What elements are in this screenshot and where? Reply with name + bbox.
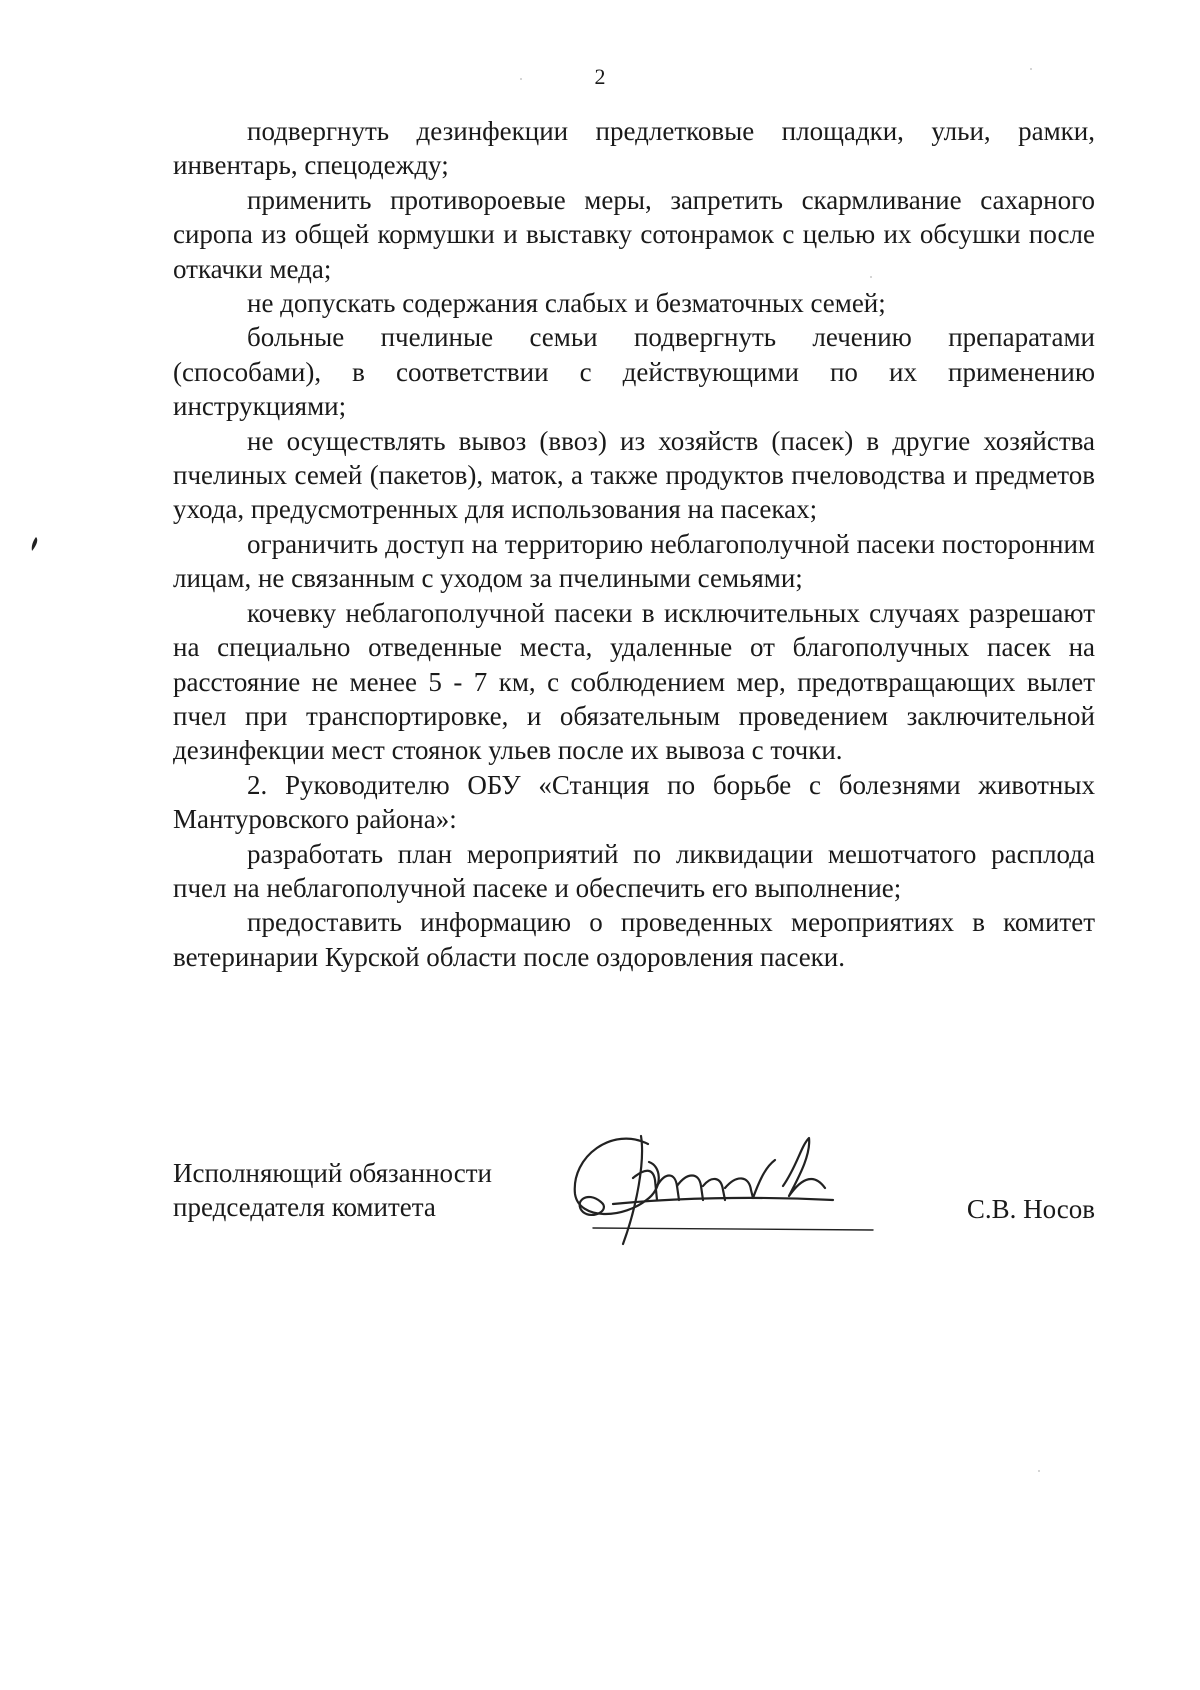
scan-speck bbox=[520, 78, 522, 80]
document-body bbox=[173, 114, 1095, 974]
handwritten-signature bbox=[553, 1116, 893, 1246]
signer-title-line: Исполняющий обязанности bbox=[173, 1158, 492, 1188]
paragraph: не допускать содержания слабых и безматочных семей; bbox=[247, 288, 886, 319]
paragraph: не осуществлять вывоз (ввоз) из хозяйств (пасек) в другие хозяйства пчелиных семей (пакетов), маток, а также продуктов пчеловодства и предметов ухода, предусмотренных для использования на пасеках; bbox=[173, 425, 1095, 525]
signer-title-line: председателя комитета bbox=[173, 1192, 436, 1222]
page-number: 2 bbox=[594, 64, 606, 89]
paragraph: предоставить информацию о проведенных мероприятиях в комитет ветеринарии Курской области после оздоровления пасеки. bbox=[173, 907, 1095, 972]
ink-mark bbox=[30, 536, 40, 552]
scan-speck bbox=[1030, 68, 1032, 70]
signer-title bbox=[173, 1156, 492, 1224]
paragraph: ограничить доступ на территорию неблагополучной пасеки посторонним лицам, не связанным с уходом за пчелиными семьями; bbox=[173, 528, 1095, 594]
paragraph: больные пчелиные семьи подвергнуть лечению препаратами (способами), в соответствии с действующими по их применению инструкциями; bbox=[173, 322, 1095, 422]
paragraph: подвергнуть дезинфекции предлетковые площадки, ульи, рамки, инвентарь, спецодежду; bbox=[173, 116, 1095, 181]
paragraph: разработать план мероприятий по ликвидации мешотчатого расплода пчел на неблагополучной пасеке и обеспечить его выполнение; bbox=[173, 838, 1095, 903]
signature-block bbox=[173, 1156, 1095, 1286]
paragraph: кочевку неблагополучной пасеки в исключительных случаях разрешают на специально отведенные места, удаленные от благополучных пасек на расстояние не менее 5 - 7 км, с соблюдением мер, предотвращающих вылет пчел при транспортировке, и обязательным проведением заключительной дезинфекции мест стоянок ульев после их вывоза с точки. bbox=[173, 597, 1095, 766]
scan-speck bbox=[1038, 1470, 1040, 1472]
signer-name: С.В. Носов bbox=[966, 1194, 1095, 1224]
paragraph: 2. Руководителю ОБУ «Станция по борьбе с болезнями животных Мантуровского района»: bbox=[173, 769, 1095, 835]
scan-speck bbox=[870, 276, 872, 278]
paragraph: применить противороевые меры, запретить скармливание сахарного сиропа из общей кормушки и выставку сотонрамок с целью их обсушки после откачки меда; bbox=[173, 184, 1095, 284]
